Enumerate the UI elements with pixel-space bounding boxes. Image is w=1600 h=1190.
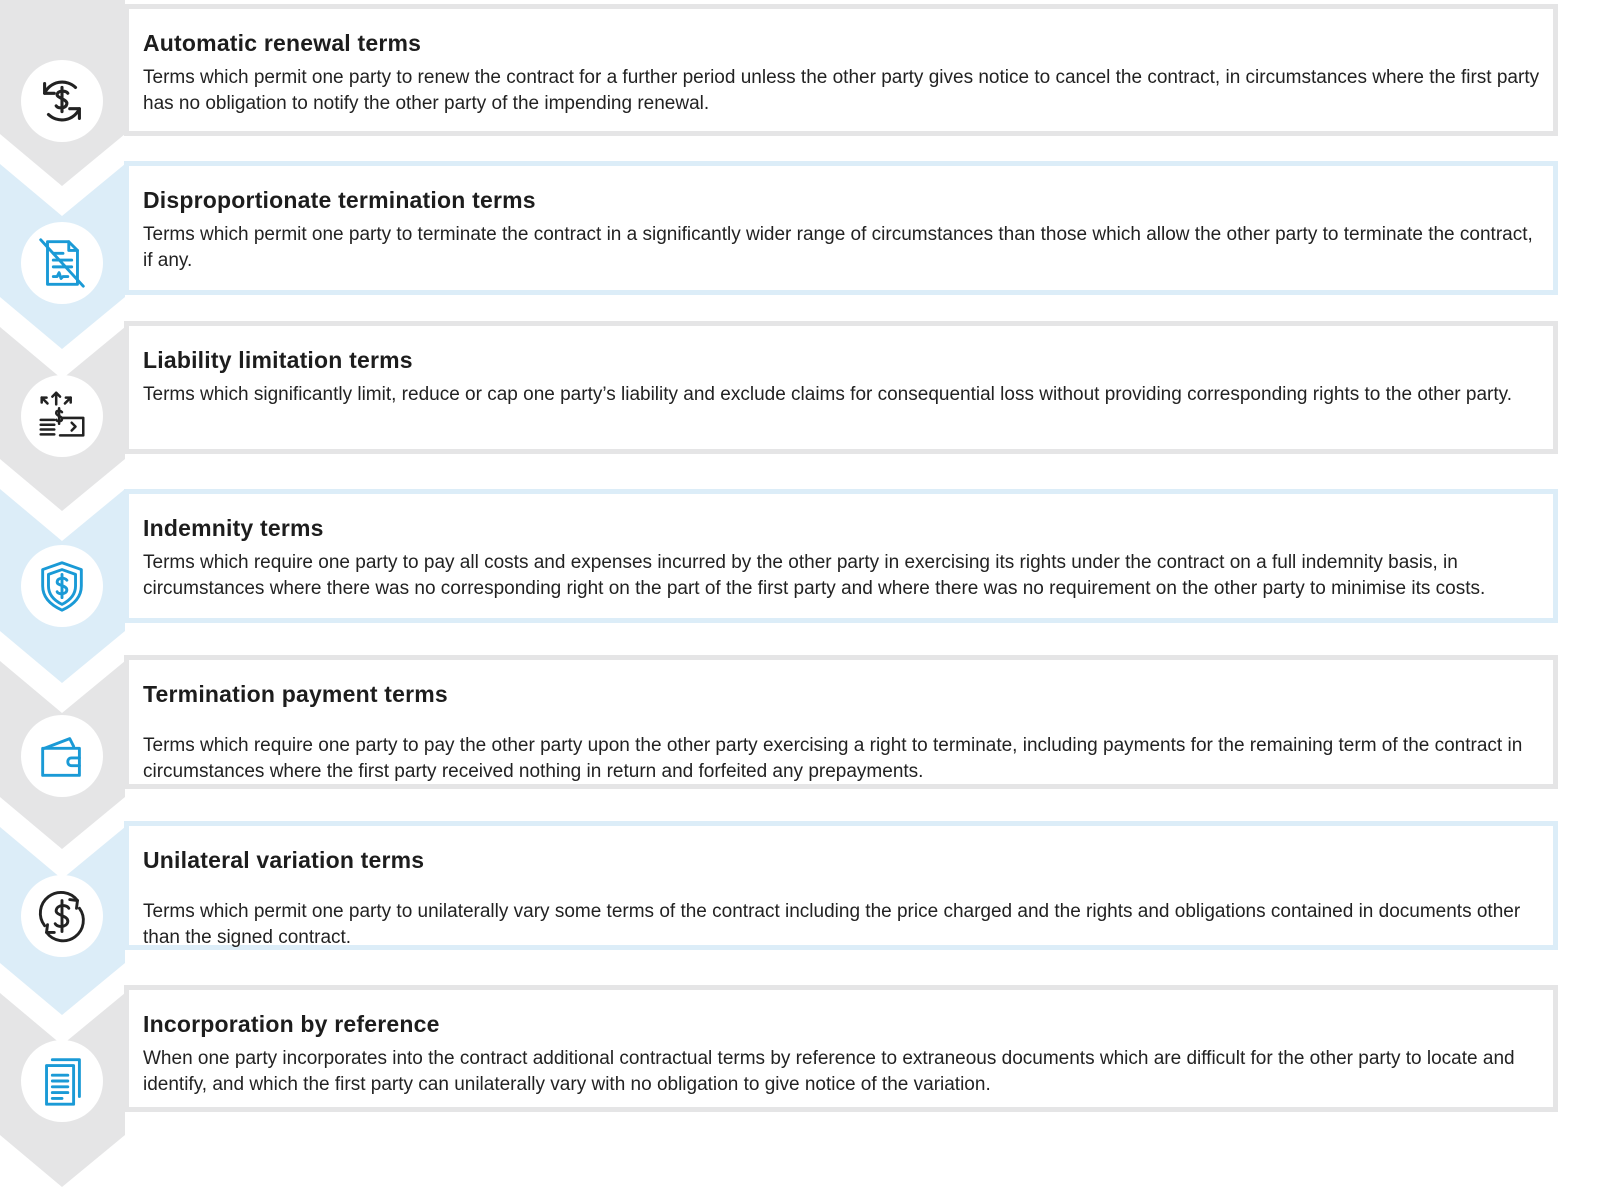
term-title: Incorporation by reference	[143, 1011, 440, 1037]
term-title: Indemnity terms	[143, 515, 324, 541]
term-description: Terms which require one party to pay all costs and expenses incurred by the other party in exercising its rights under the contract on a full indemnity basis, in circumstances where there was no corresponding right on the part of the first party and where there was no requirement on the other party to minimise its costs.	[143, 552, 1486, 599]
term-card-termination-payment	[124, 655, 1558, 789]
term-title: Unilateral variation terms	[143, 847, 425, 873]
term-description: Terms which permit one party to renew the contract for a further period unless the other party gives notice to cancel the contract, in circumstances where the first party has no obligation to notify the other party of the impending renewal.	[143, 67, 1540, 114]
renewal-dollar-icon	[33, 72, 91, 130]
icon-badge	[21, 875, 103, 957]
icon-badge	[21, 375, 103, 457]
term-title: Automatic renewal terms	[143, 30, 422, 56]
term-title: Liability limitation terms	[143, 347, 413, 373]
term-description: When one party incorporates into the contract additional contractual terms by reference to extraneous documents which are difficult for the other party to locate and identify, and which the first party can unilaterally vary with no obligation to give notice of the variation.	[143, 1048, 1515, 1095]
cancelled-document-icon	[33, 234, 91, 292]
dollar-cycle-icon	[33, 887, 91, 945]
term-card-incorporation-by-reference	[124, 985, 1558, 1112]
term-title: Disproportionate termination terms	[143, 187, 536, 213]
term-description: Terms which permit one party to unilaterally vary some terms of the contract including the price charged and the rights and obligations contained in documents other than the signed contract.	[143, 901, 1521, 948]
term-card-liability-limitation	[124, 321, 1558, 454]
icon-badge	[21, 222, 103, 304]
shield-dollar-icon	[33, 557, 91, 615]
icon-badge	[21, 715, 103, 797]
icon-badge	[21, 1040, 103, 1122]
coins-limit-icon	[33, 387, 91, 445]
wallet-icon	[33, 727, 91, 785]
icon-badge	[21, 60, 103, 142]
term-title: Termination payment terms	[143, 681, 448, 707]
term-card-indemnity	[124, 489, 1558, 623]
icon-badge	[21, 545, 103, 627]
term-description: Terms which permit one party to terminate the contract in a significantly wider range of circumstances than those which allow the other party to terminate the contract, if any.	[143, 224, 1533, 271]
term-description: Terms which require one party to pay the other party upon the other party exercising a right to terminate, including payments for the remaining term of the contract in circumstances where the first party received nothing in return and forfeited any prepayments.	[143, 735, 1523, 782]
term-card-automatic-renewal	[124, 4, 1558, 136]
term-description: Terms which significantly limit, reduce or cap one party’s liability and exclude claims for consequential loss without providing corresponding rights to the other party.	[143, 384, 1513, 405]
term-card-disproportionate-termination	[124, 161, 1558, 295]
documents-stack-icon	[33, 1052, 91, 1110]
term-card-unilateral-variation	[124, 821, 1558, 950]
